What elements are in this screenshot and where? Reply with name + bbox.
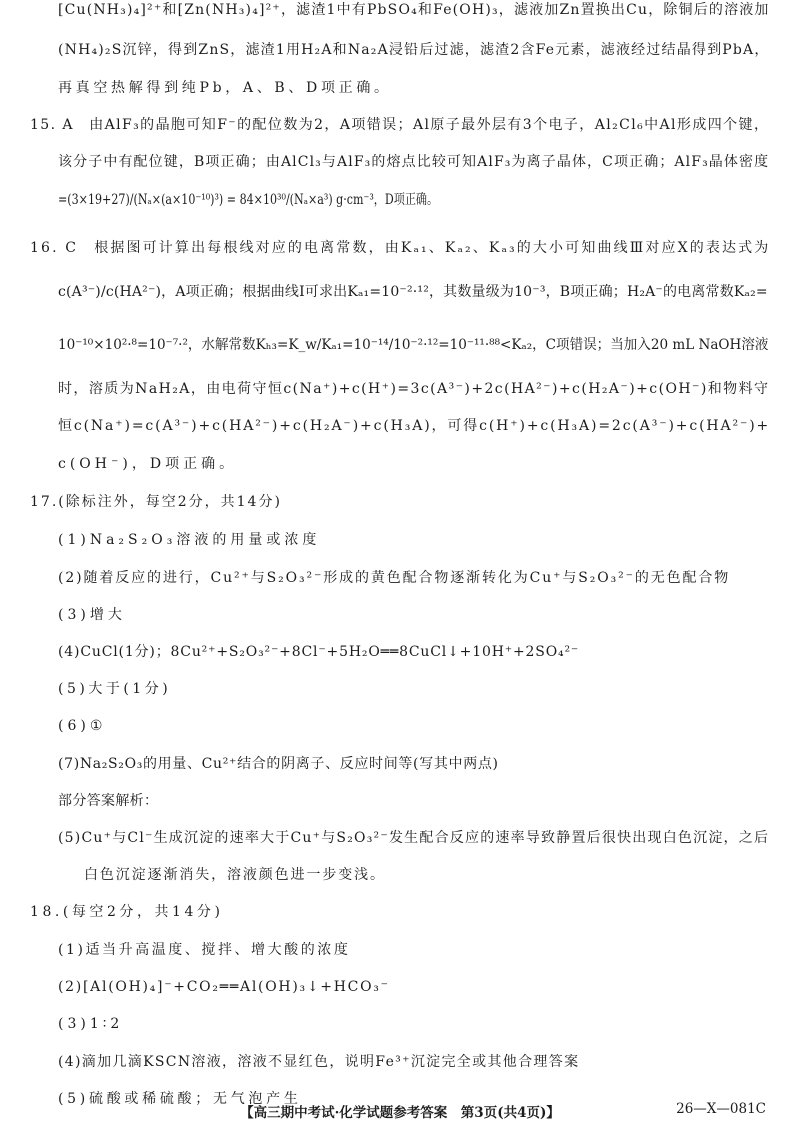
footer-doc-code: 26—X—081C	[676, 1101, 766, 1117]
text-line: (4)CuCl(1分)；8Cu²⁺+S₂O₃²⁻+8Cl⁻+5H₂O══8CuCl↓+10H⁺+2SO₄²⁻	[58, 644, 580, 660]
text-line: 时，溶质为NaH₂A，由电荷守恒c(Na⁺)+c(H⁺)=3c(A³⁻)+2c(HA²⁻)+c(H₂A⁻)+c(OH⁻)和物料守	[58, 381, 770, 397]
text-line: (3)增大	[58, 607, 126, 623]
text-line: c(A³⁻)/c(HA²⁻)，A项正确；根据曲线Ⅰ可求出Kₐ₁=10⁻²·¹²，其数量级为10⁻³，B项正确；H₂A⁻的电离常数Kₐ₂=	[58, 284, 768, 300]
text-line: 18.(每空2分，共14分)	[30, 904, 224, 920]
text-line: (2)[Al(OH)₄]⁻+CO₂══Al(OH)₃↓+HCO₃⁻	[58, 979, 390, 995]
text-line: (4)滴加几滴KSCN溶液，溶液不显红色，说明Fe³⁺沉淀完全或其他合理答案	[58, 1054, 580, 1070]
text-line: 该分子中有配位键，B项正确；由AlCl₃与AlF₃的熔点比较可知AlF₃为离子晶体，C项正确；AlF₃晶体密度	[58, 154, 770, 170]
text-line: (6)①	[58, 718, 107, 734]
text-line: 恒c(Na⁺)=c(A³⁻)+c(HA²⁻)+c(H₂A⁻)+c(H₃A)，可得c(H⁺)+c(H₃A)=2c(A³⁻)+c(HA²⁻)+	[58, 418, 771, 434]
text-line: [Cu(NH₃)₄]²⁺和[Zn(NH₃)₄]²⁺，滤渣1中有PbSO₄和Fe(OH)₃，滤液加Zn置换出Cu，除铜后的溶液加	[58, 2, 770, 18]
text-line: (5)大于(1分)	[58, 681, 172, 697]
text-line: (NH₄)₂S沉锌，得到ZnS，滤渣1用H₂A和Na₂A浸铅后过滤，滤渣2含Fe元素，滤液经过结晶得到PbA，	[58, 42, 770, 58]
text-line: =(3×19+27)/(Nₐ×(a×10⁻¹⁰)³) = 84×10³⁰/(Nₐ×a³) g·cm⁻³，D项正确。	[58, 192, 439, 208]
text-line: 17.(除标注外，每空2分，共14分)	[30, 494, 282, 510]
text-line: (7)Na₂S₂O₃的用量、Cu²⁺结合的阴离子、反应时间等(写其中两点)	[58, 756, 499, 772]
text-line: 白色沉淀逐渐消失，溶液颜色进一步变浅。	[84, 867, 386, 883]
text-line: (5)硫酸或稀硫酸；无气泡产生	[58, 1091, 302, 1107]
text-line: 部分答案解析：	[58, 793, 159, 809]
text-line: 15. A 由AlF₃的晶胞可知F⁻的配位数为2，A项错误；Al原子最外层有3个电子，Al₂Cl₆中Al形成四个键，	[30, 117, 770, 133]
text-line: (2)随着反应的进行，Cu²⁺与S₂O₃²⁻形成的黄色配合物逐渐转化为Cu⁺与S₂O₃²⁻的无色配合物	[58, 570, 731, 586]
text-line: (1)适当升高温度、搅拌、增大酸的浓度	[58, 942, 351, 958]
text-line: 16. C 根据图可计算出每根线对应的电离常数，由Kₐ₁、Kₐ₂、Kₐ₃的大小可知曲线Ⅲ对应X的表达式为	[30, 240, 771, 256]
text-line: (1)Na₂S₂O₃溶液的用量或浓度	[58, 532, 321, 548]
text-line: 再真空热解得到纯Pb，A、B、D项正确。	[58, 80, 392, 96]
text-line: 10⁻¹⁰×10²·⁸=10⁻⁷·²，水解常数Kₕ₃=K_w/Kₐ₁=10⁻¹⁴/10⁻²·¹²=10⁻¹¹·⁸⁸<Kₐ₂，C项错误；当加入20 mL NaOH溶液	[58, 337, 769, 353]
text-line: c(OH⁻)，D项正确。	[58, 456, 238, 472]
text-line: (3)1∶2	[58, 1016, 124, 1032]
page-footer	[0, 1101, 800, 1123]
footer-title: 【高三期中考试·化学试题参考答案 第3页(共4页)】	[240, 1105, 560, 1121]
text-line: (5)Cu⁺与Cl⁻生成沉淀的速率大于Cu⁺与S₂O₃²⁻发生配合反应的速率导致静置后很快出现白色沉淀，之后	[58, 830, 770, 846]
